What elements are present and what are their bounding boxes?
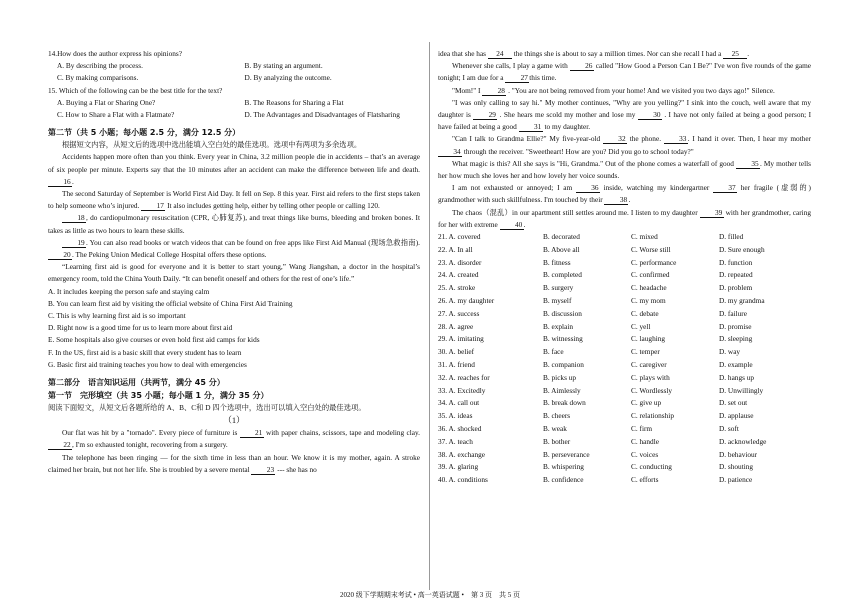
- option-b[interactable]: B. explain: [543, 321, 573, 331]
- option-d[interactable]: D. acknowledge: [719, 436, 767, 446]
- option-d[interactable]: D. filled: [719, 232, 744, 242]
- option-b[interactable]: B. whispering: [543, 462, 584, 472]
- option-row: [438, 397, 811, 410]
- option-b[interactable]: B. fitness: [543, 257, 571, 267]
- option-d[interactable]: D. soft: [719, 424, 739, 433]
- option-row: [438, 231, 811, 244]
- option-c[interactable]: C. conducting: [631, 462, 672, 472]
- cloze-text: "Mom!" I: [452, 85, 481, 95]
- blank-21[interactable]: 21: [240, 428, 264, 438]
- option-b[interactable]: B. companion: [543, 360, 584, 370]
- option-a[interactable]: 26. A. my daughter: [438, 296, 495, 306]
- option-d[interactable]: D. shouting: [719, 462, 754, 472]
- choice-a[interactable]: A. It includes keeping the person safe and staying calm: [48, 286, 210, 296]
- option-d[interactable]: D. example: [719, 360, 753, 370]
- option-b[interactable]: B. face: [543, 347, 564, 357]
- option-c[interactable]: C. confirmed: [631, 270, 670, 280]
- option-row: [438, 461, 811, 474]
- blank-25[interactable]: 25: [723, 49, 747, 59]
- column-divider: [429, 42, 430, 590]
- passage-paragraph-1: Accidents happen more often than you think. Every year in China, 3.2 million people die in accidents – that’s an average of six people per minute. Experts say that the 10 minutes after an accident can make the difference between life and death. 16.: [48, 152, 420, 186]
- choice-d[interactable]: D. Right now is a good time for us to learn more about first aid: [48, 323, 233, 333]
- option-a[interactable]: 29. A. imitating: [438, 334, 484, 344]
- passage-paragraph-4: [48, 237, 420, 261]
- option-c[interactable]: C. plays with: [631, 372, 670, 382]
- cloze-text: to my daughter.: [544, 122, 591, 132]
- q14-option-b[interactable]: B. By stating an argument.: [244, 61, 323, 71]
- option-a[interactable]: 21. A. covered: [438, 232, 481, 242]
- option-row: [438, 359, 811, 372]
- cloze-text: with her grandmother, caring for her with extreme: [438, 207, 812, 229]
- cloze-text: inside, watching my kindergartner: [603, 183, 710, 193]
- option-c[interactable]: C. give up: [631, 398, 662, 408]
- choice-b[interactable]: B. You can learn first aid by visiting the official website of China First Aid Training: [48, 298, 293, 308]
- choice-f[interactable]: F. In the US, first aid is a basic skill that every student has to learn: [48, 347, 242, 357]
- option-a[interactable]: 27. A. success: [438, 308, 480, 318]
- passage-text: . You can also read books or watch videos that can be found on free apps like First Aid Manual (现场急救指南).: [86, 237, 420, 247]
- option-a[interactable]: 31. A. friend: [438, 360, 475, 370]
- cloze-text: . I hand it over. Then, I hear my mother: [687, 134, 812, 144]
- option-b[interactable]: B. witnessing: [543, 334, 583, 344]
- part2-instructions: 阅读下面短文，从短文后各题所给的 A、B、C和 D 四个选项中，选出可以填入空白处的最佳选项。: [48, 403, 366, 413]
- option-c[interactable]: C. efforts: [631, 475, 659, 485]
- option-c[interactable]: C. yell: [631, 321, 651, 331]
- cloze-text: "Can I talk to Grandma Ellie?" My five-year-old: [452, 134, 601, 144]
- option-c[interactable]: C. handle: [631, 436, 659, 446]
- option-b[interactable]: B. break down: [543, 398, 586, 408]
- option-c[interactable]: C. voices: [631, 449, 659, 459]
- option-a[interactable]: 25. A. stroke: [438, 283, 476, 293]
- option-b[interactable]: B. surgery: [543, 283, 574, 293]
- option-b[interactable]: B. Above all: [543, 244, 580, 254]
- option-b[interactable]: B. decorated: [543, 232, 580, 242]
- option-d[interactable]: D. my grandma: [719, 296, 765, 306]
- option-c[interactable]: C. mixed: [631, 232, 658, 242]
- cloze-text: this time.: [529, 73, 557, 83]
- option-d[interactable]: D. applause: [719, 411, 754, 421]
- q15-option-b[interactable]: B. The Reasons for Sharing a Flat: [244, 97, 344, 107]
- q15-stem: 15. Which of the following can be the best title for the text?: [48, 85, 223, 95]
- passage-paragraph-5: “Learning first aid is good for everyone and it is better to start young,” Wang Jiangshan, a doctor in the hospital’s emergency room, told the China Youth Daily. “It can benefit oneself and others for the rest of one’s life.”: [48, 262, 420, 284]
- option-b[interactable]: B. confidence: [543, 475, 584, 485]
- q14-options-row1: [48, 60, 420, 72]
- cloze-text: What magic is this? All she says is "Hi, Grandma." Out of the phone comes a waterfall of good: [452, 158, 734, 168]
- part2-section1-title: 第一节 完形填空（共 35 小题；每小题 1 分，满分 35 分）: [48, 391, 269, 401]
- blank-32[interactable]: 32: [603, 134, 627, 144]
- option-row: [438, 436, 811, 449]
- passage-paragraph-2: [48, 188, 420, 212]
- cloze-paragraph-1: [48, 427, 420, 451]
- cloze-text: "I was only calling to say hi." My mother continues, "Why are you yelling?" I sink into the couch, well aware that my daughter is: [438, 97, 811, 120]
- blank-19[interactable]: 19: [62, 238, 86, 248]
- option-d[interactable]: D. failure: [719, 308, 747, 318]
- cloze-text: . My mother tells her how much she loves her and how lovely her voice sounds.: [438, 158, 811, 181]
- option-row: [438, 449, 811, 462]
- cloze-paragraph-9: The chaos（混乱）in our apartment still settles around me. I listen to my daughter 39 with her grandmother, caring for her with extreme 40.: [438, 207, 812, 229]
- cloze-text: called "How Good a Person Can I Be?" I've won five rounds of the game tonight; I am due for a: [438, 61, 811, 83]
- option-row: [438, 410, 811, 423]
- passage-number: （1）: [223, 415, 245, 426]
- right-column: [438, 48, 811, 487]
- cloze-paragraph-6: [438, 133, 811, 157]
- option-a[interactable]: 24. A. created: [438, 270, 479, 280]
- cloze-text: her fragile (虚弱的) grandmother with such skillfulness. I'm touched by their: [438, 183, 811, 205]
- option-d[interactable]: D. repeated: [719, 270, 753, 280]
- answer-options-table: [438, 231, 811, 487]
- option-row: [438, 244, 811, 257]
- cloze-text: , I'm so exhausted tonight, recovering from a surgery.: [72, 440, 228, 450]
- option-a[interactable]: 23. A. disorder: [438, 257, 482, 267]
- option-c[interactable]: C. Worse still: [631, 244, 671, 254]
- option-a[interactable]: 34. A. call out: [438, 398, 480, 408]
- option-b[interactable]: B. weak: [543, 424, 567, 433]
- blank-26[interactable]: 26: [570, 61, 594, 71]
- option-b[interactable]: B. discussion: [543, 308, 582, 318]
- part2-title: 第二部分 语言知识运用（共两节，满分 45 分）: [48, 378, 225, 388]
- option-row: [438, 257, 811, 270]
- option-d[interactable]: D. Sure enough: [719, 244, 765, 254]
- option-row: [438, 269, 811, 282]
- blank-16[interactable]: 16: [48, 177, 72, 187]
- cloze-text: idea that she has: [438, 49, 487, 58]
- option-c[interactable]: C. headache: [631, 283, 667, 293]
- option-c[interactable]: C. performance: [631, 257, 677, 267]
- blank-37[interactable]: 37: [713, 183, 737, 193]
- option-d[interactable]: D. way: [719, 347, 741, 357]
- option-d[interactable]: D. function: [719, 257, 753, 267]
- blank-20[interactable]: 20: [48, 250, 72, 260]
- blank-18[interactable]: 18: [62, 213, 86, 223]
- option-a[interactable]: 22. A. In all: [438, 244, 473, 254]
- blank-28[interactable]: 28: [482, 86, 506, 96]
- option-b[interactable]: B. bother: [543, 436, 571, 446]
- blank-34[interactable]: 34: [438, 147, 462, 157]
- q15-options-row2: [48, 109, 420, 121]
- q14-stem: 14.How does the author express his opinions?: [48, 49, 182, 58]
- cloze-text: Our flat was hit by a "tornado". Every piece of furniture is: [62, 428, 238, 438]
- cloze-text: The chaos（混乱）in our apartment still settles around me. I listen to my daughter: [452, 207, 698, 217]
- option-row: [438, 372, 811, 385]
- passage-text: , do cardiopulmonary resuscitation (CPR, 心肺复苏), and treat things like burns, bleeding and broken bones. It takes as little as two hours to learn these skills.: [48, 213, 420, 235]
- q14-option-a[interactable]: A. By describing the process.: [57, 61, 143, 71]
- option-d[interactable]: D. set out: [719, 398, 748, 408]
- blank-33[interactable]: 33: [664, 134, 688, 144]
- option-a[interactable]: 39. A. glaring: [438, 462, 479, 472]
- cloze-text: the things she is about to say a million times. Nor can she recall I had a: [513, 49, 722, 58]
- option-d[interactable]: D. sleeping: [719, 334, 753, 344]
- option-a[interactable]: 35. A. ideas: [438, 411, 473, 421]
- cloze-text: . I have not only failed at being a good person; I have failed at being a good: [438, 110, 812, 132]
- option-a[interactable]: 28. A. agree: [438, 321, 474, 331]
- cloze-paragraph-8: I am not exhausted or annoyed; I am 36 inside, watching my kindergartner 37 her fragile (虚弱的) grandmother with such skillfulness. I'm touched by their 38.: [438, 183, 811, 205]
- option-row: [438, 295, 811, 308]
- blank-38[interactable]: 38: [604, 195, 628, 205]
- blank-31[interactable]: 31: [519, 122, 543, 132]
- option-row: [438, 333, 811, 346]
- option-b[interactable]: B. myself: [543, 296, 572, 306]
- option-d[interactable]: D. patience: [719, 475, 753, 485]
- option-c[interactable]: C. laughing: [631, 334, 666, 344]
- left-column: [48, 48, 420, 476]
- option-d[interactable]: D. hangs up: [719, 372, 755, 382]
- cloze-paragraph-3: [438, 60, 811, 84]
- option-d[interactable]: D. behaviour: [719, 449, 758, 459]
- option-row: [438, 423, 811, 436]
- option-row: [438, 474, 811, 487]
- blank-29[interactable]: 29: [473, 110, 497, 120]
- option-c[interactable]: C. relationship: [631, 411, 674, 421]
- q15-option-c[interactable]: C. How to Share a Flat with a Flatmate?: [57, 110, 175, 120]
- option-c[interactable]: C. caregiver: [631, 360, 667, 370]
- blank-22[interactable]: 22: [48, 440, 72, 450]
- option-row: [438, 321, 811, 334]
- passage-text: The second Saturday of September is World First Aid Day. It fell on Sep. 8 this year. First aid refers to the first steps taken to help someone who’s injured.: [48, 189, 420, 211]
- cloze-text: with paper chains, scissors, tape and modeling clay.: [265, 428, 421, 438]
- blank-30[interactable]: 30: [638, 110, 662, 120]
- passage-text: Accidents happen more often than you think. Every year in China, 3.2 million people die in accidents – that’s an average of six people per minute. Experts say that the 10 minutes after an accident can make the difference between life and death.: [48, 152, 420, 174]
- blank-35[interactable]: 35: [736, 159, 760, 169]
- q15-option-d[interactable]: D. The Advantages and Disadvantages of Flatsharing: [244, 110, 400, 120]
- blank-40[interactable]: 40: [500, 220, 524, 230]
- option-c[interactable]: C. firm: [631, 424, 653, 433]
- cloze-text: through the receiver. "Sweetheart! How are you? Did you go to school today?": [463, 146, 694, 156]
- option-a[interactable]: 38. A. exchange: [438, 449, 486, 459]
- cloze-text: --- she has no: [277, 464, 317, 474]
- q14-options-row2: [48, 72, 420, 84]
- cloze-text: . "You are not being removed from your home! And we visited you two days ago!" Silence.: [508, 85, 775, 95]
- cloze-text: . She hears me scold my mother and lose my: [499, 110, 636, 120]
- option-d[interactable]: D. problem: [719, 283, 753, 293]
- q14-option-c[interactable]: C. By making comparisons.: [57, 73, 139, 83]
- option-a[interactable]: 33. A. Excitedly: [438, 385, 486, 395]
- passage-text: It also includes getting help, either by telling other people or calling 120.: [167, 201, 380, 211]
- q15-options-row1: [48, 97, 420, 109]
- cloze-paragraph-7: [438, 158, 811, 182]
- choice-c[interactable]: C. This is why learning first aid is so important: [48, 311, 186, 321]
- blank-23[interactable]: 23: [251, 465, 275, 475]
- blank-36[interactable]: 36: [576, 183, 600, 193]
- option-b[interactable]: B. Aimlessly: [543, 385, 581, 395]
- option-d[interactable]: D. Unwillingly: [719, 385, 764, 395]
- q15-option-a[interactable]: A. Buying a Flat or Sharing One?: [57, 97, 156, 107]
- blank-24[interactable]: 24: [488, 49, 512, 59]
- blank-39[interactable]: 39: [700, 208, 724, 218]
- section2-instructions: 根据短文内容，从短文后的选项中选出能填入空白处的最佳选项。选项中有两项为多余选项。: [62, 140, 362, 150]
- option-row: [438, 282, 811, 295]
- option-c[interactable]: C. my mom: [631, 296, 666, 306]
- option-a[interactable]: 30. A. belief: [438, 347, 475, 357]
- option-a[interactable]: 32. A. reaches for: [438, 372, 490, 382]
- option-b[interactable]: B. picks up: [543, 372, 577, 382]
- blank-27[interactable]: 27: [505, 73, 529, 83]
- q14-option-d[interactable]: D. By analyzing the outcome.: [244, 73, 332, 83]
- option-c[interactable]: C. Wordlessly: [631, 385, 673, 395]
- passage-text: . The Peking Union Medical College Hospital offers these options.: [72, 250, 267, 260]
- option-a[interactable]: 37. A. teach: [438, 436, 473, 446]
- option-b[interactable]: B. cheers: [543, 411, 571, 421]
- option-row: [438, 385, 811, 398]
- cloze-text: Whenever she calls, I play a game with: [452, 61, 568, 71]
- cloze-text: the phone.: [629, 134, 662, 144]
- cloze-paragraph-2: [48, 452, 420, 476]
- option-c[interactable]: C. debate: [631, 308, 659, 318]
- option-b[interactable]: B. perseverance: [543, 449, 590, 459]
- cloze-text: The telephone has been ringing — for the sixth time in less than an hour. We know it is my mother, again. A stroke claimed her brain, but not her life. She is troubled by a severe mental: [48, 452, 420, 474]
- blank-17[interactable]: 17: [141, 201, 165, 211]
- cloze-paragraph-5: [438, 97, 811, 134]
- cloze-text: I am not exhausted or annoyed; I am: [452, 183, 573, 193]
- choice-g[interactable]: G. Basic first aid training teaches you how to deal with emergencies: [48, 359, 247, 369]
- option-a[interactable]: 36. A. shocked: [438, 424, 482, 433]
- option-row: [438, 346, 811, 359]
- cloze-paragraph-4: [438, 85, 811, 97]
- option-d[interactable]: D. promise: [719, 321, 752, 331]
- cloze-paragraph-2-cont: idea that she has 24 the things she is about to say a million times. Nor can she recall I had a 25 .: [438, 49, 750, 58]
- section2-title: 第二节（共 5 小题；每小题 2.5 分，满分 12.5 分）: [48, 128, 241, 138]
- option-c[interactable]: C. temper: [631, 347, 660, 357]
- page-footer: 2020 级下学期期末考试 • 高一英语试题 • 第 3 页 共 5 页: [340, 591, 520, 599]
- choice-e[interactable]: E. Some hospitals also give courses or even hold first aid camps for kids: [48, 335, 260, 345]
- option-b[interactable]: B. completed: [543, 270, 582, 280]
- option-row: [438, 308, 811, 321]
- option-a[interactable]: 40. A. conditions: [438, 475, 488, 485]
- passage-paragraph-3: [48, 212, 420, 236]
